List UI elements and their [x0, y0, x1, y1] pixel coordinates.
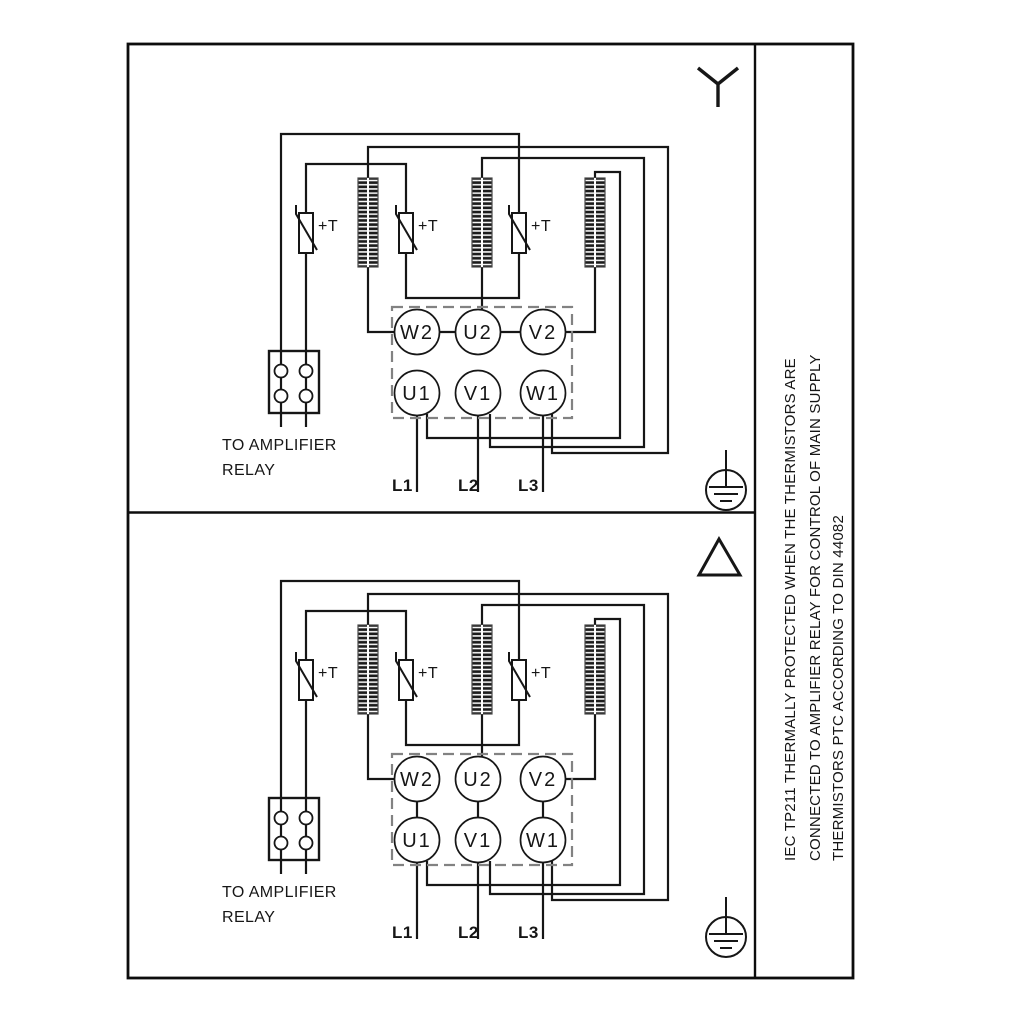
terminal-label-v2: V2 — [528, 322, 558, 344]
star-section — [222, 68, 746, 510]
circuit-geometry-star — [269, 134, 746, 510]
supply-label-l3: L3 — [518, 923, 539, 942]
terminal-label-u1: U1 — [402, 383, 432, 405]
terminal-label-w2: W2 — [400, 769, 434, 791]
side-note-line1: IEC TP211 THERMALLY PROTECTED WHEN THE THERMISTORS ARE — [782, 358, 799, 861]
terminal-label-w1: W1 — [526, 383, 560, 405]
side-note — [782, 354, 847, 861]
supply-label-l1: L1 — [392, 476, 413, 495]
thermistor-label-1: +T — [318, 665, 339, 682]
terminal-label-v1: V1 — [463, 830, 493, 852]
amplifier-note-line2: RELAY — [222, 462, 276, 479]
supply-label-l1: L1 — [392, 923, 413, 942]
supply-label-l3: L3 — [518, 476, 539, 495]
thermistor-label-3: +T — [531, 218, 552, 235]
terminal-label-w2: W2 — [400, 322, 434, 344]
terminal-label-u2: U2 — [463, 769, 493, 791]
side-note-line3: THERMISTORS PTC ACCORDING TO DIN 44082 — [830, 514, 847, 861]
delta-section — [222, 539, 746, 957]
amplifier-note-line2: RELAY — [222, 909, 276, 926]
amplifier-note-line1: TO AMPLIFIER — [222, 437, 337, 454]
thermistor-label-2: +T — [418, 665, 439, 682]
thermistor-label-1: +T — [318, 218, 339, 235]
terminal-label-v1: V1 — [463, 383, 493, 405]
thermistor-label-2: +T — [418, 218, 439, 235]
delta-column-links — [417, 802, 543, 818]
terminal-label-w1: W1 — [526, 830, 560, 852]
star-icon — [698, 68, 738, 107]
side-note-line2: CONNECTED TO AMPLIFIER RELAY FOR CONTROL OF MAIN SUPPLY — [807, 354, 824, 861]
supply-label-l2: L2 — [458, 923, 479, 942]
circuit-geometry-delta — [269, 581, 746, 957]
supply-label-l2: L2 — [458, 476, 479, 495]
terminal-label-u2: U2 — [463, 322, 493, 344]
delta-icon — [699, 539, 740, 575]
terminal-label-v2: V2 — [528, 769, 558, 791]
thermistor-label-3: +T — [531, 665, 552, 682]
amplifier-note-line1: TO AMPLIFIER — [222, 884, 337, 901]
terminal-label-u1: U1 — [402, 830, 432, 852]
